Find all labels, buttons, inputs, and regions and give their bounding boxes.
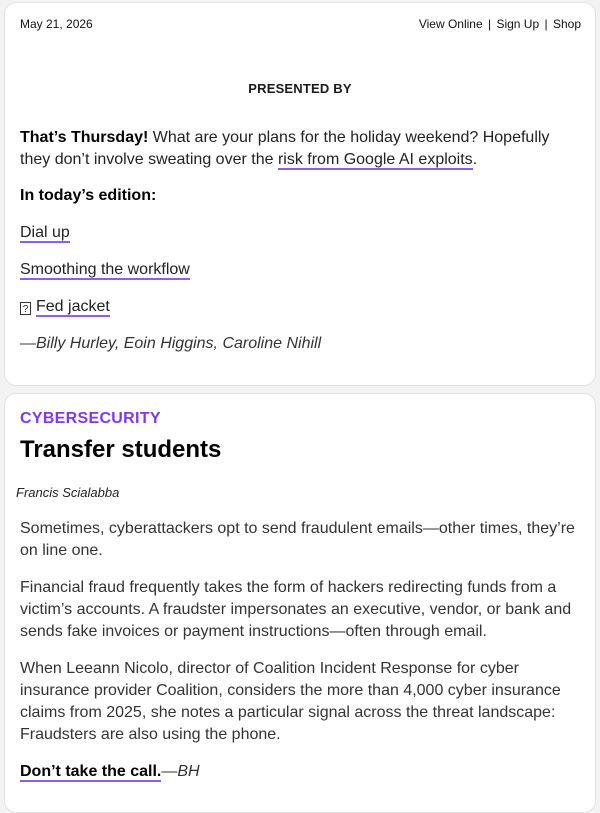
- header-bar: [20, 17, 581, 31]
- section-label: CYBERSECURITY: [20, 410, 161, 427]
- intro-paragraph: [20, 127, 577, 171]
- intro-lead: That’s Thursday!: [20, 129, 149, 146]
- google-ai-risk-link[interactable]: risk from Google AI exploits: [277, 151, 473, 168]
- article-paragraph: Financial fraud frequently takes the form of hackers redirecting funds from a victim’s accounts. A fraudster impersonates an executive, vendor, or bank and sends fake invoices or payment instructions—often through email.: [20, 579, 572, 640]
- link-separator: |: [544, 17, 548, 31]
- presented-by-label: PRESENTED BY: [248, 81, 352, 96]
- fed-jacket-link[interactable]: Fed jacket: [36, 298, 110, 315]
- edition-heading: In today’s edition:: [20, 187, 157, 204]
- shop-link[interactable]: Shop: [552, 17, 581, 31]
- dont-take-call-link[interactable]: Don’t take the call.: [20, 763, 162, 780]
- edition-item-dial-up: [20, 224, 70, 242]
- authors-byline: —Billy Hurley, Eoin Higgins, Caroline Nihill: [20, 335, 322, 352]
- missing-glyph-icon: ?: [20, 302, 31, 315]
- article-paragraph: When Leeann Nicolo, director of Coalition Incident Response for cyber insurance provider Coalition, considers the more than 4,000 cyber insurance claims from 2025, she notes a particular signal across the threat landscape: Fraudsters are also using the phone.: [20, 660, 561, 743]
- intro-period: .: [472, 151, 478, 168]
- article-cta: [20, 761, 581, 783]
- article-headline: Transfer students: [20, 436, 222, 463]
- article-paragraph: Sometimes, cyberattackers opt to send fraudulent emails—other times, they’re on line one.: [20, 520, 575, 559]
- article-card: [4, 393, 596, 813]
- header-links: [419, 17, 581, 31]
- sign-up-link[interactable]: Sign Up: [496, 17, 540, 31]
- issue-date: May 21, 2026: [20, 17, 93, 31]
- image-credit: Francis Scialabba: [16, 485, 120, 500]
- intro-text: What are your plans for the holiday weekend? Hopefully they don’t involve sweating over the: [20, 129, 550, 168]
- dial-up-link[interactable]: Dial up: [20, 224, 70, 241]
- edition-item-smoothing: [20, 261, 190, 279]
- newsletter-intro-card: [4, 2, 596, 386]
- edition-item-fed-jacket: [20, 298, 110, 316]
- view-online-link[interactable]: View Online: [418, 17, 483, 31]
- link-separator: |: [487, 17, 492, 31]
- smoothing-workflow-link[interactable]: Smoothing the workflow: [20, 261, 190, 278]
- cta-author: —BH: [161, 763, 200, 780]
